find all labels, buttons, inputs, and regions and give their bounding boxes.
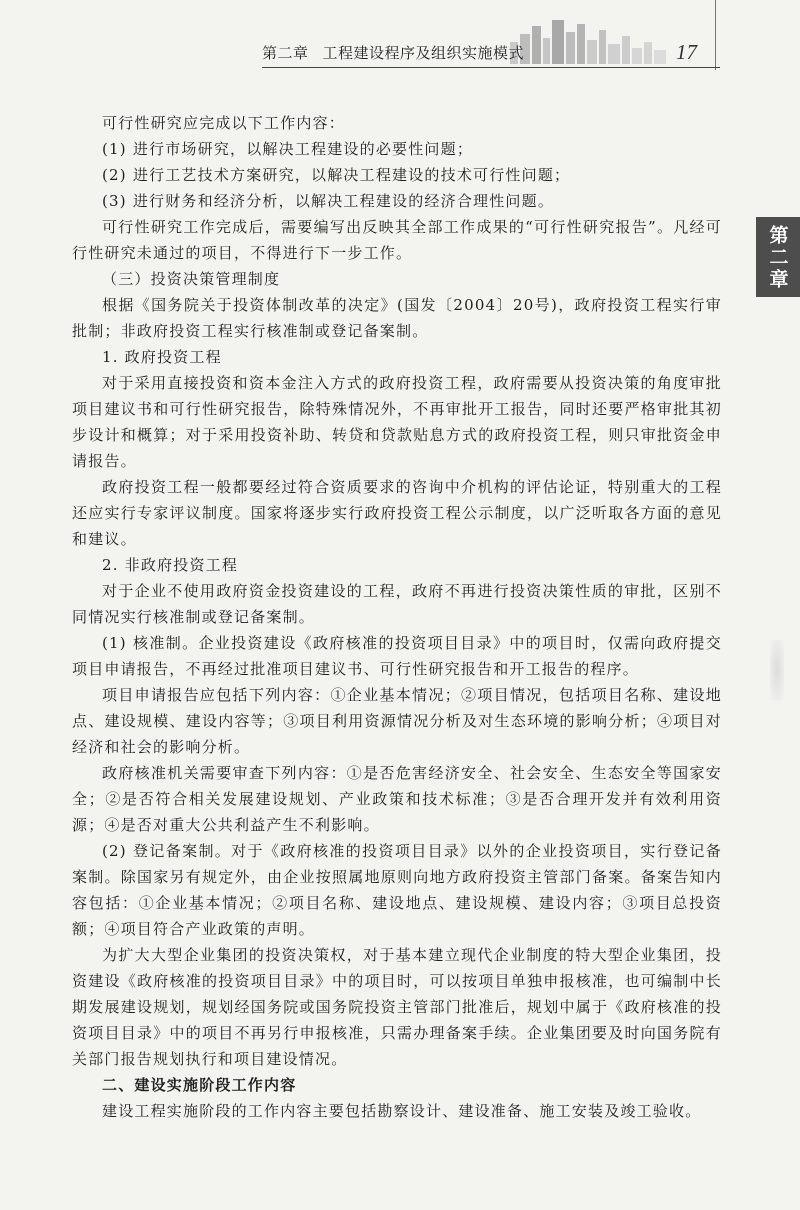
paragraph: 可行性研究工作完成后，需要编写出反映其全部工作成果的“可行性研究报告”。凡经可行性研究未通过的项目，不得进行下一步工作。 [72,218,722,262]
subsection-heading: 1. 政府投资工程 [102,348,222,366]
list-item: (2) 进行工艺技术方案研究，以解决工程建设的技术可行性问题； [102,166,571,184]
city-skyline-decoration [500,14,680,64]
paragraph: (2) 登记备案制。对于《政府核准的投资项目目录》以外的企业投资项目，实行登记备案制。除国家另有规定外，由企业按照属地原则向地方政府投资主管部门备案。备案告知内容包括：①企业基本情况；②项目名称、建设地点、建设规模、建设内容；③项目总投资额；④项目符合产业政策的声明。 [72,842,722,938]
paragraph: 对于采用直接投资和资本金注入方式的政府投资工程，政府需要从投资决策的角度审批项目建议书和可行性研究报告，除特殊情况外，不再审批开工报告，同时还要严格审批其初步设计和概算；对于采用投资补助、转贷和贷款贴息方式的政府投资工程，则只审批资金申请报告。 [72,374,722,470]
list-item: (3) 进行财务和经济分析，以解决工程建设的经济合理性问题。 [102,192,555,210]
section-heading: （三）投资决策管理制度 [102,270,281,288]
paragraph: 项目申请报告应包括下列内容：①企业基本情况；②项目情况，包括项目名称、建设地点、建设规模、建设内容等；③项目利用资源情况分析及对生态环境的影响分析；④项目对经济和社会的影响分析。 [72,686,722,756]
body-text [72,110,722,1124]
page-smudge [770,640,784,700]
list-item: (1) 进行市场研究，以解决工程建设的必要性问题； [102,140,474,158]
paragraph: (1) 核准制。企业投资建设《政府核准的投资项目目录》中的项目时，仅需向政府提交项目申请报告，不再经过批准项目建议书、可行性研究报告和开工报告的程序。 [72,634,722,678]
header-rule [262,67,720,68]
subsection-heading: 2. 非政府投资工程 [102,556,239,574]
margin-line [715,0,716,70]
paragraph: 可行性研究应完成以下工作内容： [102,114,346,132]
paragraph: 政府投资工程一般都要经过符合资质要求的咨询中介机构的评估论证，特别重大的工程还应实行专家评议制度。国家将逐步实行政府投资工程公示制度，以广泛听取各方面的意见和建议。 [72,478,722,548]
paragraph: 根据《国务院关于投资体制改革的决定》(国发〔2004〕20号)，政府投资工程实行审批制；非政府投资工程实行核准制或登记备案制。 [72,296,722,340]
paragraph: 建设工程实施阶段的工作内容主要包括勘察设计、建设准备、施工安装及竣工验收。 [102,1102,702,1120]
header-chapter: 第二章 [262,44,309,62]
running-header [262,42,524,63]
section-heading-bold: 二、建设实施阶段工作内容 [102,1076,297,1094]
page-number: 17 [676,40,697,64]
header-title: 工程建设程序及组织实施模式 [322,44,525,62]
paragraph: 对于企业不使用政府资金投资建设的工程，政府不再进行投资决策性质的审批，区别不同情况实行核准制或登记备案制。 [72,582,722,626]
paragraph: 政府核准机关需要审查下列内容：①是否危害经济安全、社会安全、生态安全等国家安全；②是否符合相关发展建设规划、产业政策和技术标准；③是否合理开发并有效利用资源；④是否对重大公共利益产生不利影响。 [72,764,722,834]
chapter-side-tab: 第二章 [756,217,800,297]
paragraph: 为扩大大型企业集团的投资决策权，对于基本建立现代企业制度的特大型企业集团，投资建设《政府核准的投资项目目录》中的项目时，可以按项目单独申报核准，也可编制中长期发展建设规划，规划经国务院或国务院投资主管部门批准后，规划中属于《政府核准的投资项目目录》中的项目不再另行申报核准，只需办理备案手续。企业集团要及时向国务院有关部门报告规划执行和项目建设情况。 [72,946,722,1068]
